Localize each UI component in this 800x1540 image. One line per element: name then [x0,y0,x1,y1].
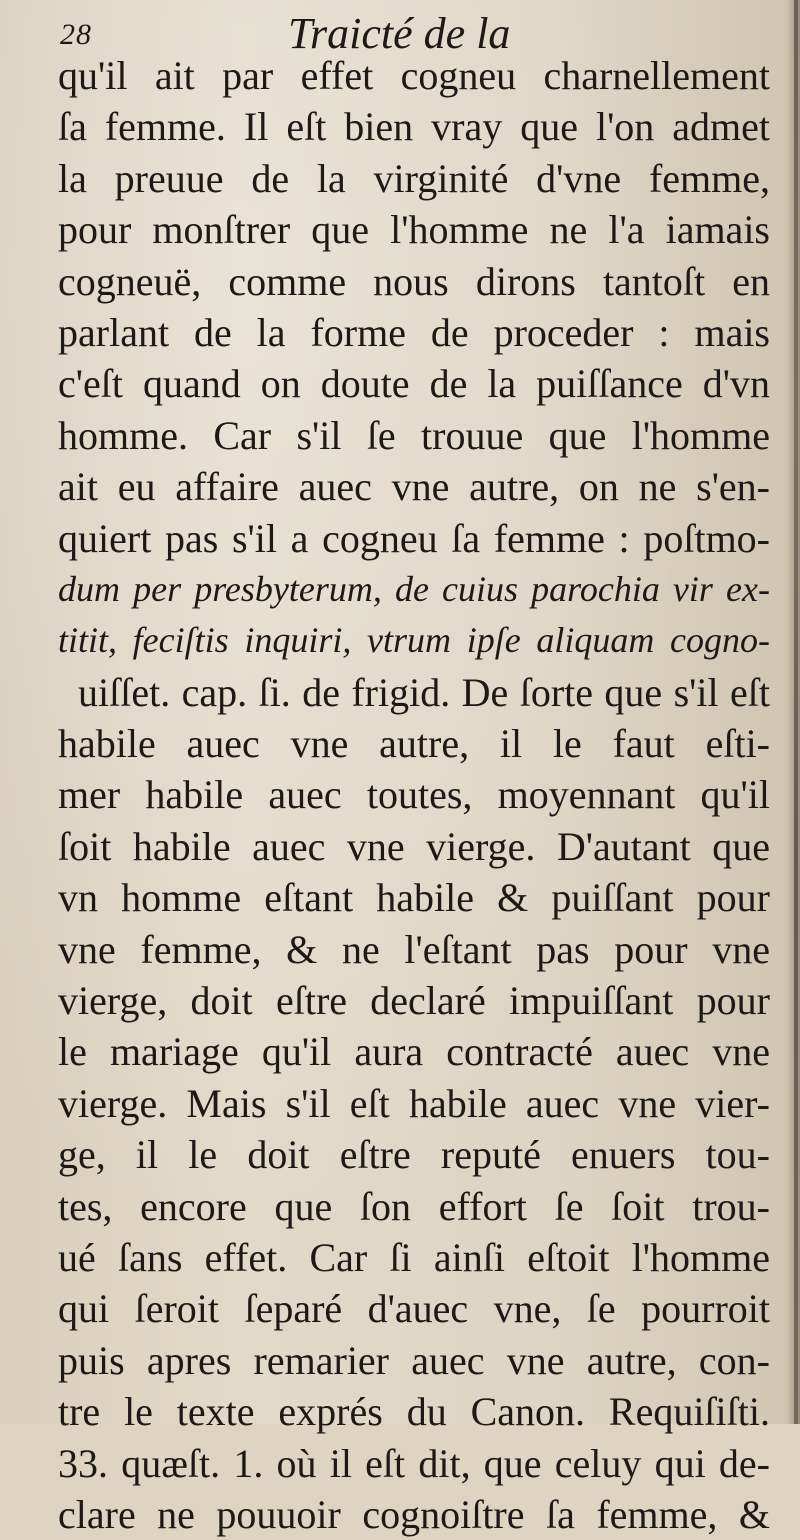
text-line: clare ne pouuoir cognoiſtre ſa femme, & [58,1491,770,1537]
text-line: vn homme eſtant habile & puiſſant pour [58,875,770,921]
text-line: ait eu affaire auec vne autre, on ne s'en- [58,464,770,510]
page-number: 28 [60,18,92,51]
text-line: la preuue de la virginité d'vne femme, [58,155,770,201]
text-line: pour monſtrer que l'homme ne l'a iamais [58,207,770,253]
text-line: ſoit habile auec vne vierge. D'autant que [58,823,770,869]
text-line: parlant de la forme de proceder : mais [58,309,770,355]
text-line: ge, il le doit eſtre reputé enuers tou- [58,1132,770,1178]
text-line: habile auec vne autre, il le faut eſti- [58,721,770,767]
text-line: 33. quæſt. 1. où il eſt dit, que celuy qui de- [58,1440,770,1486]
text-line: titit, feciſtis inquiri, vtrum ipſe aliquam cogno- [58,620,770,661]
text-line: ué ſans effet. Car ſi ainſi eſtoit l'homme [58,1234,770,1280]
body-text [40,50,770,1540]
text-line: vierge, doit eſtre declaré impuiſſant pour [58,978,770,1024]
text-line: le mariage qu'il aura contracté auec vne [58,1029,770,1075]
running-head: Traicté de la [288,9,511,58]
text-line: mer habile auec toutes, moyennant qu'il [58,772,770,818]
text-line: quiert pas s'il a cogneu ſa femme : poſtmo- [58,515,770,561]
text-line: vne femme, & ne l'eſtant pas pour vne [58,926,770,972]
text-line: ſa femme. Il eſt bien vray que l'on admet [58,104,770,150]
text-line: cogneuë, comme nous dirons tantoſt en [58,258,770,304]
text-line: dum per presbyterum, de cuius parochia vir ex- [58,568,770,609]
text-line: puis apres remarier auec vne autre, con- [58,1337,770,1383]
text-line: c'eſt quand on doute de la puiſſance d'vn [58,361,770,407]
text-line: tes, encore que ſon effort ſe ſoit trou- [58,1183,770,1229]
text-line: uiſſet. cap. ſi. de frigid. De ſorte que s'il eſt [78,669,770,715]
text-line: homme. Car s'il ſe trouue que l'homme [58,412,770,458]
text-line: tre le texte exprés du Canon. Requiſiſti. [58,1389,770,1435]
text-line: vierge. Mais s'il eſt habile auec vne vier- [58,1080,770,1126]
page-edge-mark [794,0,798,1424]
text-line: qu'il ait par effet cogneu charnellement [58,53,770,98]
text-line: qui ſeroit ſeparé d'auec vne, ſe pourroit [58,1286,770,1332]
